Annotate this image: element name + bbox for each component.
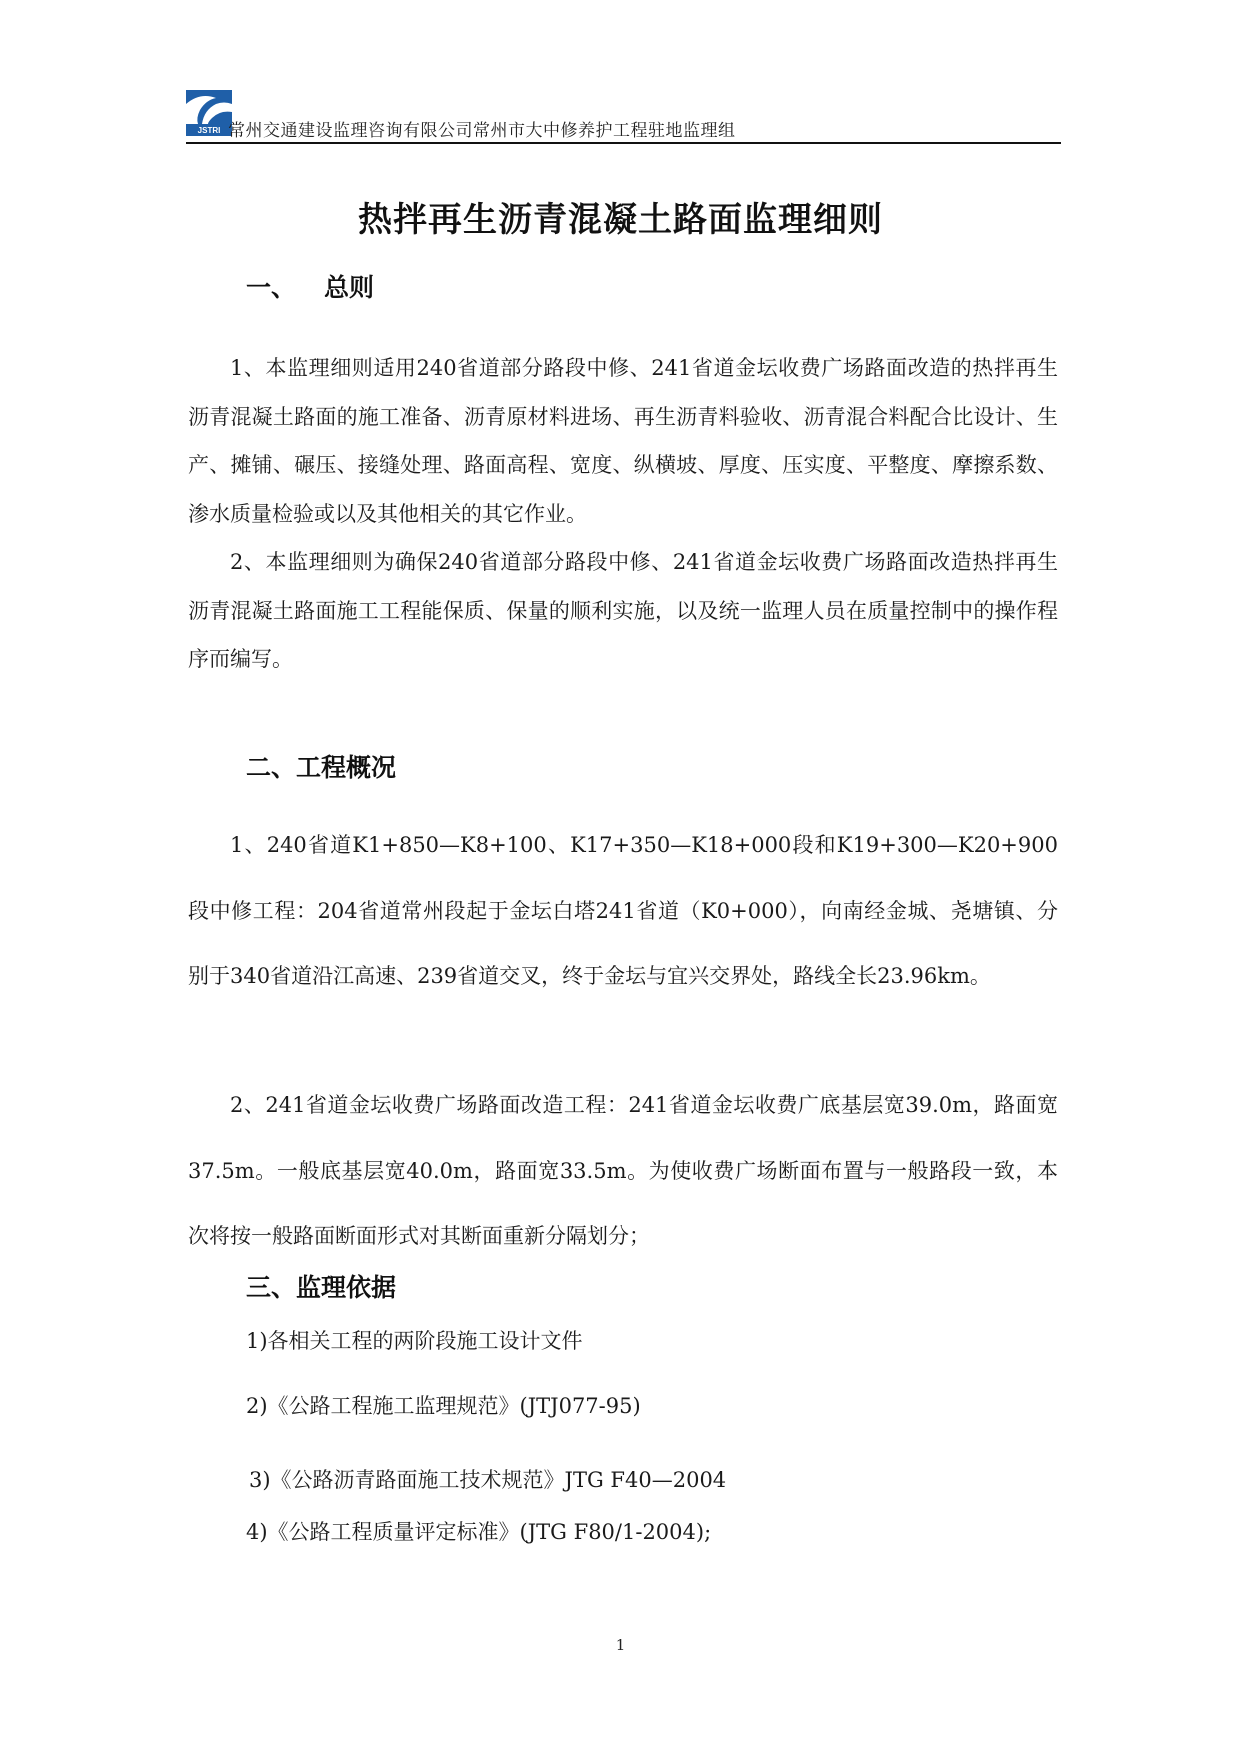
section-3-heading: 三、监理依据 — [246, 1273, 397, 1302]
section-2-body-1 — [188, 813, 1058, 1010]
page-header — [186, 88, 1061, 144]
reference-item-3: 3)《公路沥青路面施工技术规范》JTG F40—2004 — [249, 1468, 727, 1492]
section-1-title: 总则 — [324, 273, 375, 302]
page-number: 1 — [615, 1636, 626, 1654]
section-1-number: 一、 — [246, 273, 297, 302]
section-2-heading: 二、工程概况 — [246, 753, 397, 782]
section-1-body — [188, 344, 1058, 684]
reference-item-4: 4)《公路工程质量评定标准》(JTG F80/1-2004); — [246, 1520, 712, 1544]
reference-item-2: 2)《公路工程施工监理规范》(JTJ077-95) — [246, 1394, 641, 1418]
logo-text: JSTRI — [197, 126, 221, 135]
section-1-paragraph-1: 1、本监理细则适用240省道部分路段中修、241省道金坛收费广场路面改造的热拌再生沥青混凝土路面的施工准备、沥青原材料进场、再生沥青料验收、沥青混合料配合比设计、生产、摊铺、碾压、接缝处理、路面高程、宽度、纵横坡、厚度、压实度、平整度、摩擦系数、渗水质量检验或以及其他相关的其它作业。 — [188, 356, 1058, 526]
header-company-text: 常州交通建设监理咨询有限公司常州市大中修养护工程驻地监理组 — [228, 121, 736, 141]
company-logo-icon — [186, 90, 232, 136]
section-2-paragraph-2: 2、241省道金坛收费广场路面改造工程：241省道金坛收费广底基层宽39.0m，路面宽37.5m。一般底基层宽40.0m，路面宽33.5m。为使收费广场断面布置与一般路段一致，本次将按一般路面断面形式对其断面重新分隔划分； — [188, 1093, 1058, 1248]
reference-item-1: 1)各相关工程的两阶段施工设计文件 — [246, 1329, 583, 1353]
section-2-paragraph-1: 1、240省道K1+850—K8+100、K17+350—K18+000段和K19+300—K20+900段中修工程：204省道常州段起于金坛白塔241省道（K0+000），向南经金城、尧塘镇、分别于340省道沿江高速、239省道交叉，终于金坛与宜兴交界处，路线全长23.96km。 — [188, 833, 1058, 988]
section-1-paragraph-2: 2、本监理细则为确保240省道部分路段中修、241省道金坛收费广场路面改造热拌再生沥青混凝土路面施工工程能保质、保量的顺利实施，以及统一监理人员在质量控制中的操作程序而编写。 — [188, 550, 1058, 671]
section-1-heading — [246, 268, 374, 304]
header-divider — [186, 142, 1061, 144]
document-title: 热拌再生沥青混凝土路面监理细则 — [358, 200, 883, 240]
section-2-body-2 — [188, 1073, 1058, 1270]
